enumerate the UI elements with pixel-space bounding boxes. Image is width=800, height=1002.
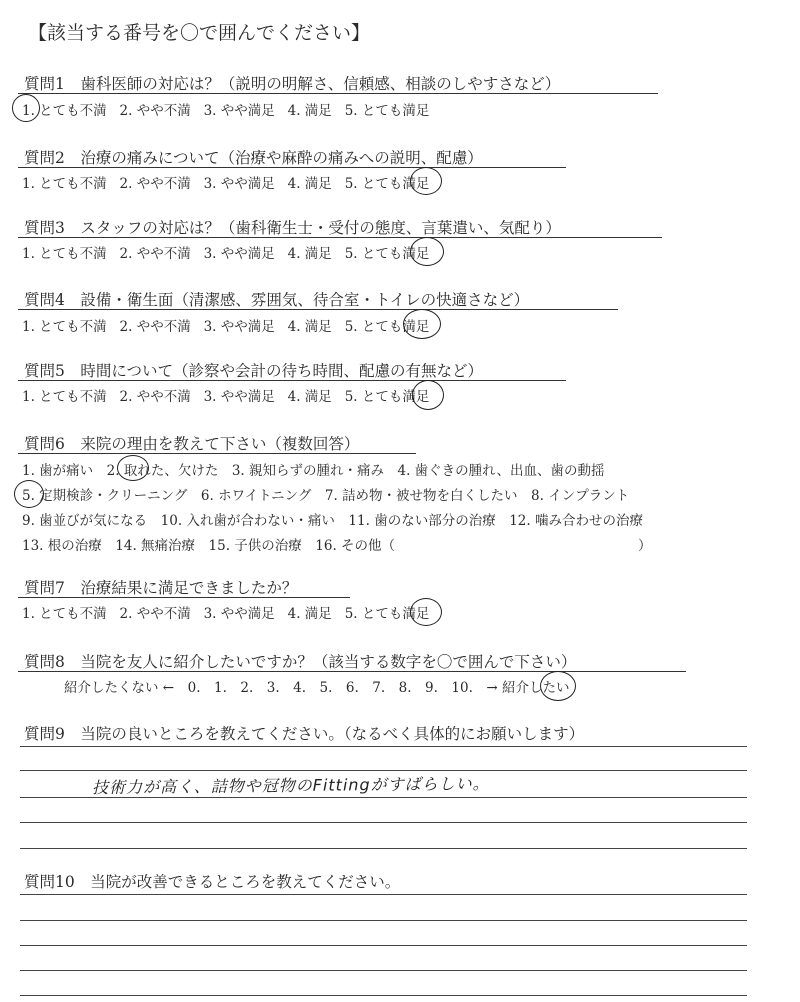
- question-3-underline: [18, 237, 662, 238]
- question-2-options[interactable]: [22, 172, 429, 192]
- question-1-options[interactable]: [22, 99, 429, 119]
- question-4-options[interactable]: [22, 315, 429, 335]
- q7-option-1[interactable]: 1. とても不満: [22, 606, 107, 622]
- hand-circle-q1: [12, 94, 40, 122]
- question-6-underline: [18, 453, 416, 454]
- q4-option-1[interactable]: 1. とても不満: [22, 319, 107, 335]
- q3-option-3[interactable]: 3. やや満足: [203, 246, 275, 262]
- question-5-label: 質問5 時間について（診察や会計の待ち時間、配慮の有無など）: [24, 362, 484, 380]
- question-8-label: 質問8 当院を友人に紹介したいですか？（該当する数字を〇で囲んで下さい）: [24, 653, 577, 671]
- q1-option-3[interactable]: 3. やや満足: [203, 103, 275, 119]
- q1-option-4[interactable]: 4. 満足: [287, 103, 332, 119]
- question-7-underline: [18, 597, 350, 598]
- q7-option-2[interactable]: 2. やや不満: [119, 606, 191, 622]
- q2-option-3[interactable]: 3. やや満足: [203, 176, 275, 192]
- q8-scale[interactable]: 紹介したくない ← 0. 1. 2. 3. 4. 5. 6. 7. 8. 9. 10. → 紹介したい: [64, 680, 570, 696]
- q9-handwritten-answer[interactable]: 技術力が高く、詰物や冠物のFittingがすばらしい。: [91, 773, 490, 798]
- q1-option-2[interactable]: 2. やや不満: [119, 103, 191, 119]
- q5-option-3[interactable]: 3. やや満足: [203, 389, 275, 405]
- question-7-options[interactable]: [22, 602, 429, 622]
- question-4-label: 質問4 設備・衛生面（清潔感、雰囲気、待合室・トイレの快適さなど）: [24, 291, 530, 309]
- answer-line: [20, 945, 747, 946]
- answer-line: [20, 822, 747, 823]
- hand-circle-q6-2: [117, 455, 149, 481]
- q6-options-row-2[interactable]: 5. 定期検診・クリーニング 6. ホワイトニング 7. 詰め物・被せ物を白くしたい 8. インプラント: [22, 488, 630, 504]
- hand-circle-q8-10: [540, 671, 576, 701]
- q2-option-2[interactable]: 2. やや不満: [119, 176, 191, 192]
- question-3-options[interactable]: [22, 242, 429, 262]
- question-10-label: 質問10 当院が改善できるところを教えてください。: [24, 873, 401, 891]
- q4-option-3[interactable]: 3. やや満足: [203, 319, 275, 335]
- question-1-label: 質問1 歯科医師の対応は？（説明の明解さ、信頼感、相談のしやすさなど）: [24, 75, 561, 93]
- question-5-underline: [18, 380, 566, 381]
- q5-option-2[interactable]: 2. やや不満: [119, 389, 191, 405]
- question-9-label: 質問9 当院の良いところを教えてください。（なるべく具体的にお願いします）: [24, 725, 585, 743]
- hand-circle-q3: [410, 237, 444, 266]
- q2-option-1[interactable]: 1. とても不満: [22, 176, 107, 192]
- q7-option-5[interactable]: 5. とても満足: [344, 606, 430, 622]
- question-1-underline: [18, 93, 658, 94]
- question-2-label: 質問2 治療の痛みについて（治療や麻酔の痛みへの説明、配慮）: [24, 149, 483, 167]
- answer-line: [20, 894, 747, 895]
- q2-option-4[interactable]: 4. 満足: [287, 176, 332, 192]
- q4-option-4[interactable]: 4. 満足: [287, 319, 332, 335]
- question-3-label: 質問3 スタッフの対応は？（歯科衛生士・受付の態度、言葉遣い、気配り）: [24, 219, 561, 237]
- form-title: 【該当する番号を〇で囲んでください】: [28, 22, 371, 44]
- question-6-label: 質問6 来院の理由を教えて下さい（複数回答）: [24, 435, 360, 453]
- q3-option-5[interactable]: 5. とても満足: [344, 246, 430, 262]
- q5-option-5[interactable]: 5. とても満足: [344, 389, 430, 405]
- answer-line: [20, 848, 747, 849]
- question-5-options[interactable]: [22, 385, 429, 405]
- question-8-underline: [18, 671, 686, 672]
- q1-option-5[interactable]: 5. とても満足: [344, 103, 430, 119]
- q6-options-row-4[interactable]: 13. 根の治療 14. 無痛治療 15. 子供の治療 16. その他（ ）: [22, 538, 652, 554]
- q4-option-2[interactable]: 2. やや不満: [119, 319, 191, 335]
- question-7-label: 質問7 治療結果に満足できましたか？: [24, 579, 298, 597]
- answer-line: [20, 770, 747, 771]
- q5-option-1[interactable]: 1. とても不満: [22, 389, 107, 405]
- q6-options-row-1[interactable]: 1. 歯が痛い 2. 取れた、欠けた 3. 親知らずの腫れ・痛み 4. 歯ぐきの腫れ、出血、歯の動揺: [22, 463, 605, 479]
- q7-option-3[interactable]: 3. やや満足: [203, 606, 275, 622]
- hand-circle-q7: [410, 598, 442, 626]
- hand-circle-q2: [410, 167, 442, 195]
- q2-option-5[interactable]: 5. とても満足: [344, 176, 430, 192]
- hand-circle-q4: [403, 309, 441, 339]
- q4-option-5[interactable]: 5. とても満足: [344, 319, 430, 335]
- q3-option-1[interactable]: 1. とても不満: [22, 246, 107, 262]
- answer-line: [20, 995, 747, 996]
- hand-circle-q6-5: [14, 480, 44, 508]
- answer-line: [20, 920, 747, 921]
- hand-circle-q5: [412, 380, 444, 410]
- answer-line: [20, 970, 747, 971]
- question-4-underline: [18, 309, 618, 310]
- q6-options-row-3[interactable]: 9. 歯並びが気になる 10. 入れ歯が合わない・痛い 11. 歯のない部分の治療 12. 噛み合わせの治療: [22, 513, 643, 529]
- q3-option-2[interactable]: 2. やや不満: [119, 246, 191, 262]
- q1-option-1[interactable]: 1. とても不満: [22, 103, 107, 119]
- q7-option-4[interactable]: 4. 満足: [287, 606, 332, 622]
- answer-line: [20, 746, 747, 747]
- question-2-underline: [18, 167, 566, 168]
- q3-option-4[interactable]: 4. 満足: [287, 246, 332, 262]
- q5-option-4[interactable]: 4. 満足: [287, 389, 332, 405]
